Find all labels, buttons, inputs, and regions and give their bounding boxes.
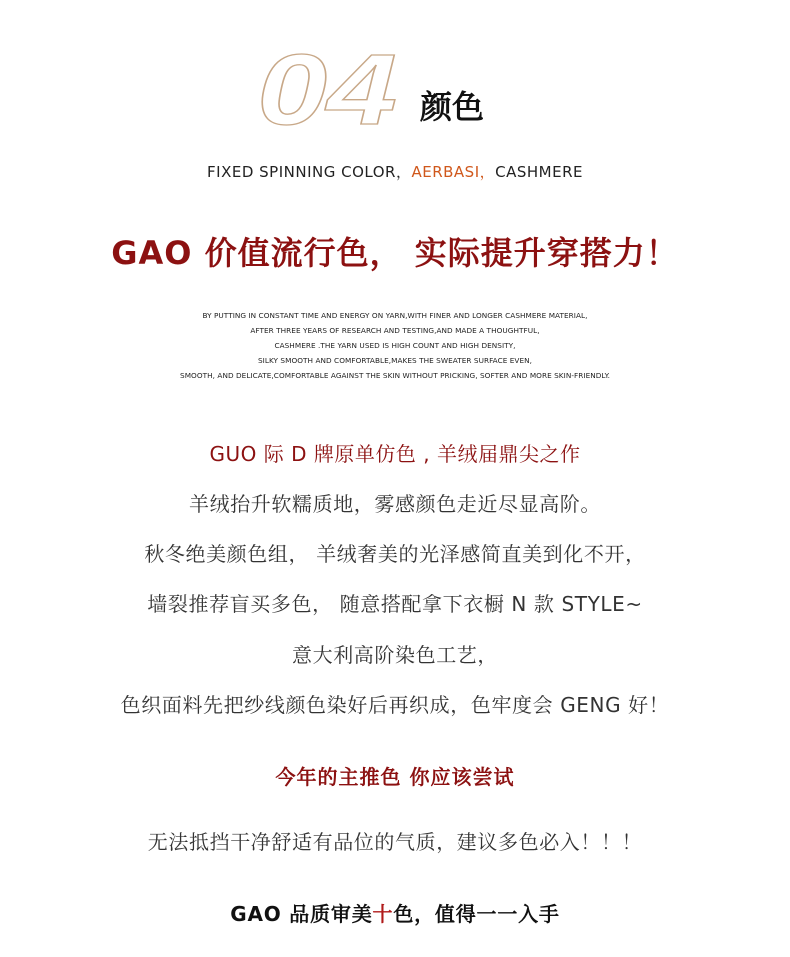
final-accent: 十: [372, 902, 394, 926]
english-description-line: BY PUTTING IN CONSTANT TIME AND ENERGY ON YARN,WITH FINER AND LONGER CASHMERE MATERIAL,: [202, 311, 588, 320]
section-title: 颜色: [420, 88, 485, 126]
intro-line: 色织面料先把纱线颜色染好后再织成，色牢度会 GENG 好！: [120, 693, 670, 717]
final-part2: 色，值得一一入手: [393, 902, 560, 926]
subtitle-accent: AERBASI，: [411, 163, 496, 181]
english-description-line: AFTER THREE YEARS OF RESEARCH AND TESTING,AND MADE A THOUGHTFUL,: [250, 326, 540, 335]
intro-line: 羊绒抬升软糯质地，雾感颜色走近尽显高阶。: [189, 492, 601, 516]
subtitle: [0, 161, 790, 182]
intro-line: 秋冬绝美颜色组， 羊绒奢美的光泽感简直美到化不开，: [144, 542, 646, 566]
subtitle-part1: FIXED SPINNING COLOR，: [207, 163, 412, 181]
recommend-title: 今年的主推色 你应该尝试: [275, 765, 515, 789]
headline: GAO 价值流行色， 实际提升穿搭力！: [111, 234, 679, 272]
final-part1: GAO 品质审美: [230, 902, 373, 926]
section-number: 04: [257, 34, 397, 134]
section-number-outline: [255, 34, 405, 134]
intro-line: 意大利高阶染色工艺，: [292, 643, 498, 667]
final-line: [0, 898, 790, 927]
intro-line: 墙裂推荐盲买多色， 随意搭配拿下衣橱 N 款 STYLE~: [147, 592, 643, 616]
english-description-line: SMOOTH, AND DELICATE,COMFORTABLE AGAINST THE SKIN WITHOUT PRICKING, SOFTER AND MORE SKIN-FRIENDLY.: [180, 371, 610, 380]
english-description-line: CASHMERE .THE YARN USED IS HIGH COUNT AND HIGH DENSITY,: [274, 341, 516, 350]
intro-highlight: GUO 际 D 牌原单仿色 , 羊绒届鼎尖之作: [209, 442, 581, 466]
english-description-line: SILKY SMOOTH AND COMFORTABLE,MAKES THE SWEATER SURFACE EVEN,: [257, 356, 532, 365]
subtitle-part2: CASHMERE: [495, 163, 583, 181]
recommend-text: 无法抵挡干净舒适有品位的气质，建议多色必入！！！: [147, 830, 643, 854]
